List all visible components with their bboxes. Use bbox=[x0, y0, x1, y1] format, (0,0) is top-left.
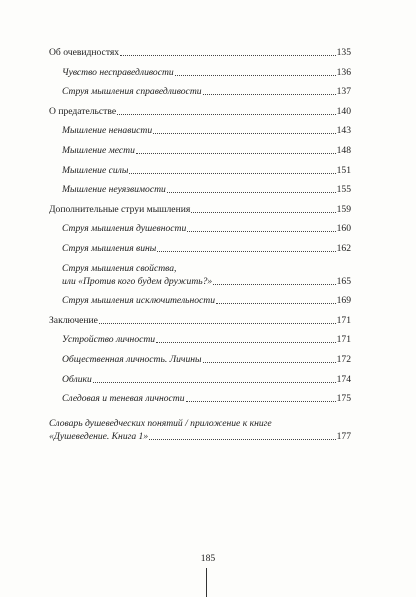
toc-entry bbox=[49, 392, 351, 405]
toc-entry-page: 169 bbox=[336, 295, 351, 307]
dot-leader bbox=[156, 341, 336, 343]
toc-entry-page: 137 bbox=[336, 86, 351, 98]
toc-entry bbox=[49, 262, 351, 288]
toc-entry bbox=[49, 164, 351, 177]
toc-entry-page: 165 bbox=[336, 275, 351, 287]
dot-leader bbox=[187, 230, 335, 232]
toc-entry-page: 174 bbox=[336, 373, 351, 385]
toc-entry-title: Мышление ненависти bbox=[62, 125, 153, 137]
toc-entry-page: 155 bbox=[336, 184, 351, 196]
toc-entry-title-continued: «Душеведение. Книга 1» bbox=[49, 431, 149, 443]
toc-entry-title: Струя мышления справедливости bbox=[62, 86, 202, 98]
toc-entry-title: Облики bbox=[62, 373, 92, 385]
toc-entry-page: 162 bbox=[336, 242, 351, 254]
dot-leader bbox=[93, 381, 336, 383]
toc-entry-title: Дополнительные струи мышления bbox=[49, 203, 191, 215]
toc-entry-title: Мышление мести bbox=[62, 144, 135, 156]
toc-entry-title: Струя мышления исключительности bbox=[62, 295, 216, 307]
toc-entry-page: 135 bbox=[336, 47, 351, 58]
toc-entry-page: 175 bbox=[336, 393, 351, 405]
toc-entry-page: 143 bbox=[336, 125, 351, 137]
toc-entry bbox=[49, 124, 351, 137]
gutter-rule bbox=[206, 568, 207, 597]
toc-entry bbox=[49, 66, 351, 79]
dot-leader bbox=[157, 250, 335, 252]
page-number: 185 bbox=[200, 553, 216, 564]
toc-entry-second-line bbox=[62, 275, 351, 288]
toc-entry-page: 151 bbox=[336, 164, 351, 176]
dot-leader bbox=[99, 322, 336, 324]
toc-entry-title: Мышление силы bbox=[62, 164, 129, 176]
dot-leader bbox=[203, 93, 336, 95]
toc-entry bbox=[49, 46, 351, 59]
toc-entry-title: Об очевидностях bbox=[49, 47, 120, 58]
toc-entry bbox=[49, 333, 351, 346]
toc-entry-page: 177 bbox=[336, 431, 351, 443]
toc-entry-title: Следовая и теневая личности bbox=[62, 393, 185, 405]
toc-entry bbox=[49, 222, 351, 235]
dot-leader bbox=[186, 400, 336, 402]
toc-entry-title: Устройство личности bbox=[62, 334, 156, 346]
toc-entry-page: 136 bbox=[336, 66, 351, 78]
toc-entry-title: О предательстве bbox=[49, 105, 117, 117]
toc-entry-title: Общественная личность. Личины bbox=[62, 353, 202, 365]
toc-entry-page: 160 bbox=[336, 223, 351, 235]
dot-leader bbox=[117, 113, 336, 115]
dot-leader bbox=[129, 172, 335, 174]
toc-entry bbox=[49, 314, 351, 327]
toc-entry bbox=[49, 85, 351, 98]
toc-entry-second-line bbox=[49, 430, 351, 443]
toc-entry bbox=[49, 242, 351, 255]
dot-leader bbox=[216, 302, 336, 304]
toc-entry bbox=[49, 105, 351, 118]
toc-entry bbox=[49, 144, 351, 157]
toc-entry bbox=[49, 183, 351, 196]
dot-leader bbox=[149, 438, 335, 440]
toc-entry bbox=[49, 294, 351, 307]
toc-entry-page: 159 bbox=[336, 203, 351, 215]
dot-leader bbox=[213, 283, 335, 285]
toc-entry-page: 140 bbox=[336, 105, 351, 117]
toc-entry-title: Мышление неуязвимости bbox=[62, 184, 166, 196]
toc-entry-appendix bbox=[49, 417, 351, 443]
toc-entry-page: 171 bbox=[336, 334, 351, 346]
toc-entry-title: Словарь душеведческих понятий / приложение к книге bbox=[49, 418, 272, 430]
toc-entry-title: Струя мышления душевности bbox=[62, 223, 187, 235]
table-of-contents bbox=[49, 46, 351, 450]
toc-entry-title: Струя мышления свойства, bbox=[62, 262, 177, 274]
toc-entry-title: Чувство несправедливости bbox=[62, 66, 174, 78]
dot-leader bbox=[120, 54, 336, 56]
toc-entry bbox=[49, 353, 351, 366]
dot-leader bbox=[191, 211, 335, 213]
dot-leader bbox=[167, 191, 336, 193]
dot-leader bbox=[153, 132, 335, 134]
toc-entry-title-continued: или «Против кого будем дружить?» bbox=[62, 275, 213, 287]
dot-leader bbox=[203, 361, 336, 363]
toc-entry-page: 148 bbox=[336, 144, 351, 156]
dot-leader bbox=[175, 74, 336, 76]
toc-entry bbox=[49, 373, 351, 386]
toc-entry-page: 171 bbox=[336, 314, 351, 326]
toc-entry-title: Заключение bbox=[49, 314, 98, 326]
toc-entry-title: Струя мышления вины bbox=[62, 242, 157, 254]
toc-entry-page: 172 bbox=[336, 353, 351, 365]
dot-leader bbox=[136, 152, 336, 154]
toc-entry bbox=[49, 203, 351, 216]
